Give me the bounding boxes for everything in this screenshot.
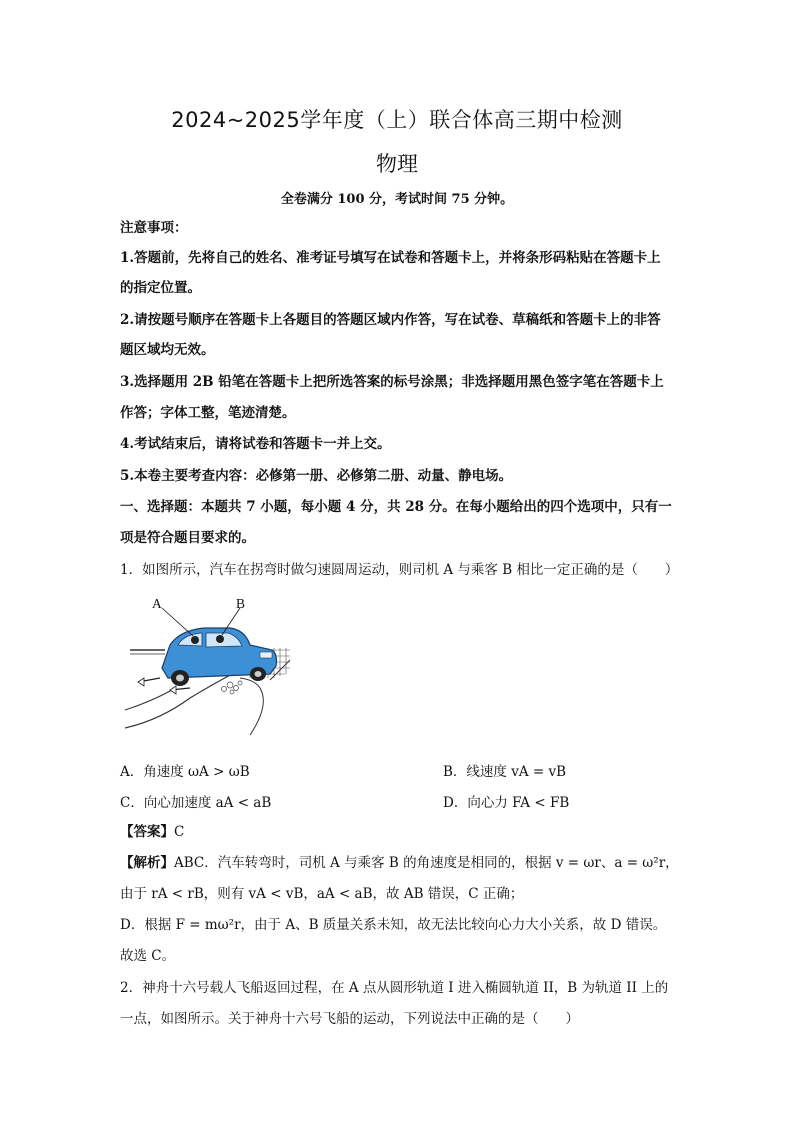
analysis-line <box>120 853 680 873</box>
note-line: 题区域均无效。 <box>120 342 215 358</box>
note-line: 1.答题前，先将自己的姓名、准考证号填写在试卷和答题卡上，并将条形码粘贴在答题卡上 <box>120 250 661 266</box>
note-line: 3.选择题用 2B 铅笔在答题卡上把所选答案的标号涂黑；非选择题用黑色签字笔在答题卡上 <box>120 374 664 390</box>
answer-tag: 【答案】 <box>120 824 174 840</box>
analysis-text: ABC．汽车转弯时，司机 A 与乘客 B 的角速度是相同的，根据 v = ωr、a = ω²r， <box>174 855 679 871</box>
question-2-stem: 2．神舟十六号载人飞船返回过程，在 A 点从圆形轨道 I 进入椭圆轨道 II，B 为轨道 II 上的 <box>120 980 669 996</box>
question-1-stem: 1．如图所示，汽车在拐弯时做匀速圆周运动，则司机 A 与乘客 B 相比一定正确的是（ ） <box>120 562 679 578</box>
note-line: 5.本卷主要考查内容：必修第一册、必修第二册、动量、静电场。 <box>120 468 513 484</box>
option-d: D．向心力 FA < FB <box>443 795 570 811</box>
answer-value: C <box>174 824 185 840</box>
car-turning-figure <box>120 590 290 740</box>
score-info: 全卷满分 100 分，考试时间 75 分钟。 <box>280 192 514 207</box>
section-heading: 一、选择题：本题共 7 小题，每小题 4 分，共 28 分。在每小题给出的四个选项中，只有一 <box>120 499 672 515</box>
note-line: 的指定位置。 <box>120 280 201 296</box>
note-line: 作答；字体工整，笔迹清楚。 <box>120 405 296 421</box>
figure-label-b: B <box>236 596 246 611</box>
question-2-stem-cont: 一点，如图所示。关于神舟十六号飞船的运动，下列说法中正确的是（ ） <box>120 1011 579 1027</box>
analysis-line: 故选 C。 <box>120 948 176 964</box>
page-title: 2024~2025学年度（上）联合体高三期中检测 <box>171 108 623 132</box>
note-line: 2.请按题号顺序在答题卡上各题目的答题区域内作答，写在试卷、草稿纸和答题卡上的非答 <box>120 312 661 328</box>
analysis-tag: 【解析】 <box>120 855 174 871</box>
option-b: B．线速度 vA = vB <box>443 764 567 780</box>
analysis-line: D．根据 F = mω²r，由于 A、B 质量关系未知，故无法比较向心力大小关系，故 D 错误。 <box>120 917 667 933</box>
notes-heading: 注意事项： <box>120 220 188 236</box>
answer-line <box>120 822 680 842</box>
option-c: C．向心加速度 aA < aB <box>120 795 272 811</box>
note-line: 4.考试结束后，请将试卷和答题卡一并上交。 <box>120 436 391 452</box>
figure-label-a: A <box>152 596 162 611</box>
section-heading-cont: 项是符合题目要求的。 <box>120 530 255 546</box>
option-a: A．角速度 ωA > ωB <box>120 764 250 780</box>
subject-title: 物理 <box>376 152 418 176</box>
analysis-line: 由于 rA < rB，则有 vA < vB，aA < aB，故 AB 错误，C 正确； <box>120 886 524 902</box>
